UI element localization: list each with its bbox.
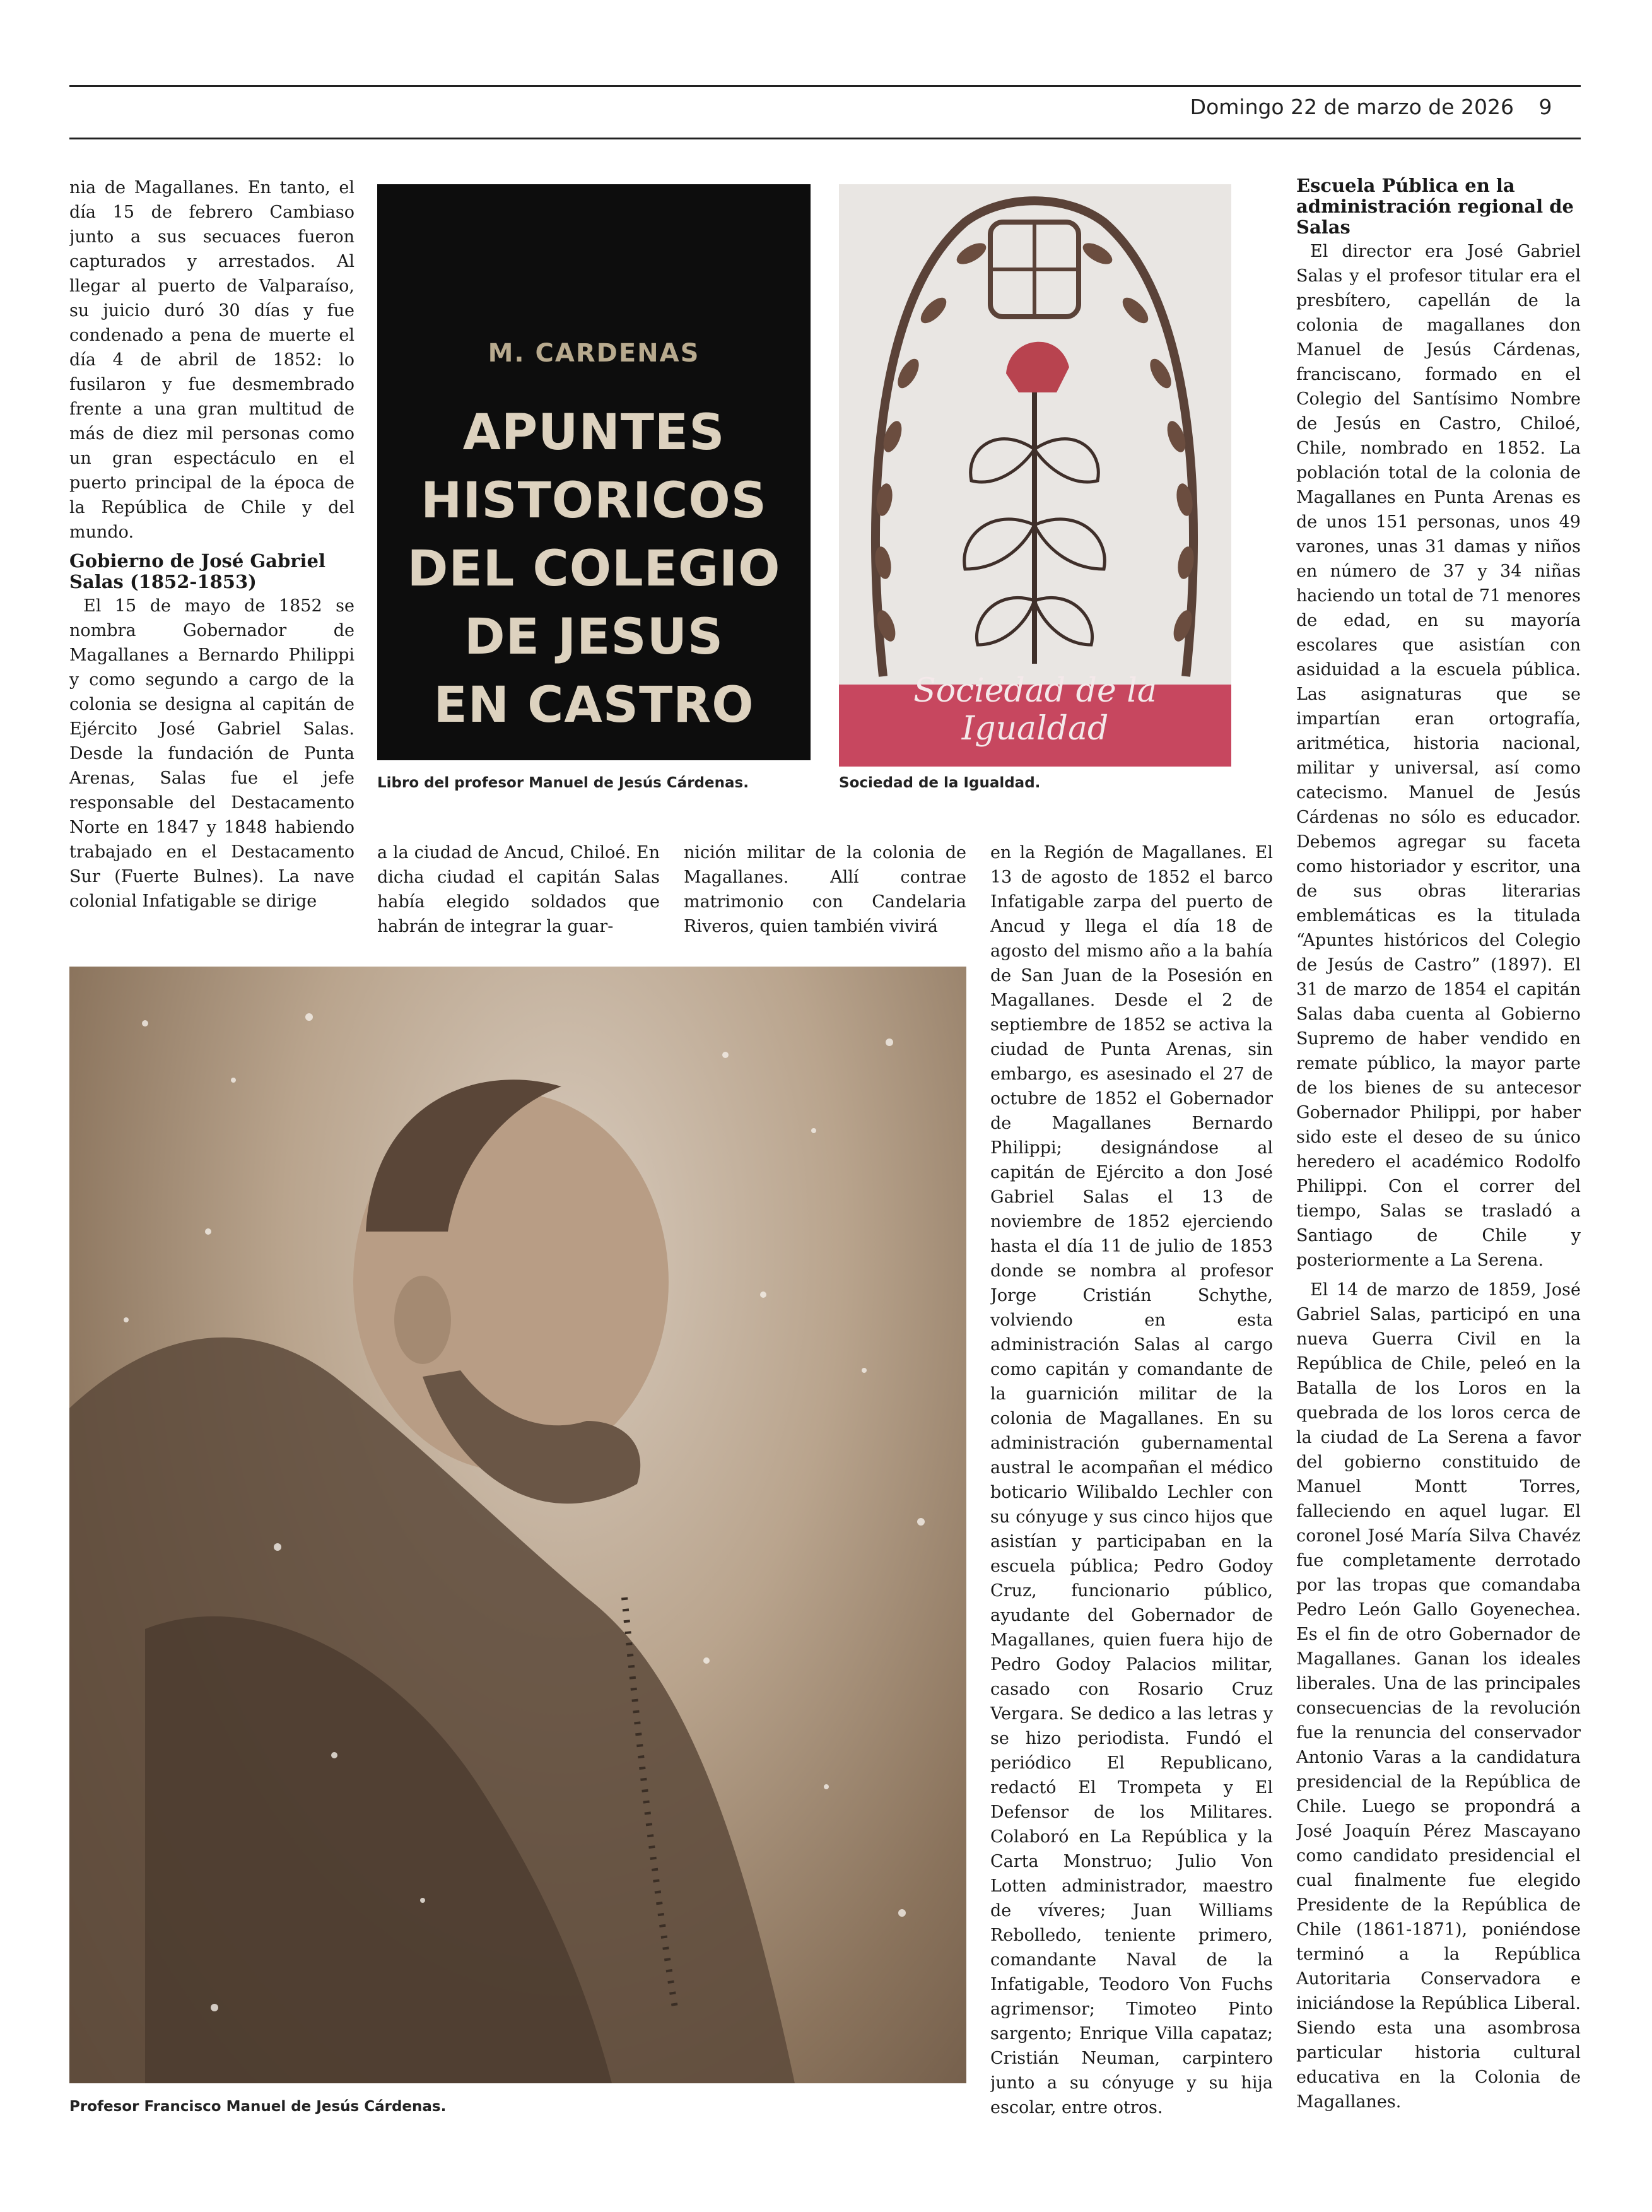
- column-1-paragraph-1: nia de Magallanes. En tanto, el día 15 de febrero Cambiaso junto a sus secuaces fueron capturados y arrestados. Al llegar al puerto de Valparaíso, su juicio duró 30 días y fue condenado a pena de muerte el día 4 de abril de 1852: lo fusilaron y fue desmembrado frente a una gran multitud de más de diez mil personas como un gran espectáculo en el puerto principal de la época de la República de Chile y del mundo.: [69, 178, 354, 542]
- top-rule: [69, 85, 1581, 87]
- book-title-line: EN CASTRO: [433, 677, 754, 734]
- column-1: [69, 175, 354, 946]
- column-4: [990, 840, 1273, 2121]
- column-3: [684, 840, 966, 954]
- column-4-paragraph-1: en la Región de Magallanes. El 13 de agosto de 1852 el barco Infatigable zarpa del puerto de Ancud y llega el día 18 de agosto del mismo año a la bahía de San Juan de la Posesión en Magallanes. Desde el 2 de septiembre de 1852 se activa la ciudad de Punta Arenas, sin embargo, es asesinado el 27 de octubre de 1852 el Gobernador de Magallanes Bernardo Philippi; designándose al capitán de Ejército a don José Gabriel Salas el 13 de noviembre de 1852 ejerciendo hasta el día 11 de julio de 1853 donde se nombra al profesor Jorge Cristián Schythe, volviendo en esta administración Salas al cargo como capitán y comandante de la guarnición militar de la colonia de Magallanes. En su administración gubernamental austral le acompañan el médico boticario Wilibaldo Lechler con su cónyuge y sus cinco hijos que asistían y participaban en la escuela pública; Pedro Godoy Cruz, funcionario público, ayudante del Gobernador de Magallanes, quien fuera hijo de Pedro Godoy Palacios militar, casado con Rosario Cruz Vergara. Se dedico a las letras y se hizo periodista. Fundó el periódico El Republicano, redactó El Trompeta y El Defensor de los Militares. Colaboró en La República y la Carta Monstruo; Julio Von Lotten administrador, maestro de víveres; Juan Williams Rebolledo, teniente primero, comandante Naval de la Infatigable, Teodoro Von Fuchs agrimensor; Timoteo Pinto sargento; Enrique Villa capataz; Cristián Neuman, carpintero junto a su cónyuge y su hija escolar, entre otros.: [990, 843, 1273, 2117]
- page-number: 9: [1538, 95, 1552, 119]
- column-5-paragraph-2: El 14 de marzo de 1859, José Gabriel Salas, participó en una nueva Guerra Civil en la República de Chile, peleó en la Batalla de los Loros en la quebrada de los loros cerca de la ciudad de La Serena a favor del gobierno constituido de Manuel Montt Torres, falleciendo en aquel lugar. El coronel José María Silva Chavéz fue completamente derrotado por las tropas que comandaba Pedro León Gallo Goyenechea. Es el fin de otro Gobernador de Magallanes. Ganan los ideales liberales. Una de las principales consecuencias de la revolución fue la renuncia del conservador Antonio Varas a la candidatura presidencial de la República de Chile. Luego se propondrá a José Joaquín Pérez Mascayano como candidato presidencial el cual finalmente fue elegido Presidente de la República de Chile (1861-1871), poniéndose terminó a la República Autoritaria Conservadora e iniciándose la República Liberal. Siendo esta una asombrosa particular historia cultural educativa en la Colonia de Magallanes.: [1296, 1280, 1581, 2112]
- book-cover-image: [377, 184, 811, 760]
- book-title-line: DEL COLEGIO: [407, 541, 781, 597]
- society-image: [839, 184, 1231, 767]
- issue-date: Domingo 22 de marzo de 2026: [1190, 95, 1514, 119]
- society-caption: Sociedad de la Igualdad.: [839, 775, 1041, 791]
- society-script: Sociedad de la Igualdad: [913, 672, 1157, 748]
- column-3-paragraph-1: nición militar de la colonia de Magallanes. Allí contrae matrimonio con Candelaria Riveros, quien también vivirá: [684, 843, 966, 936]
- column-5: [1296, 175, 1581, 2125]
- header-bottom-rule: [69, 138, 1581, 139]
- portrait-photo: [69, 967, 966, 2083]
- section-heading-gobierno: Gobierno de José Gabriel Salas (1852-1853): [69, 550, 326, 592]
- column-5-paragraph-1: El director era José Gabriel Salas y el profesor titular era el presbítero, capellán de la colonia de magallanes don Manuel de Jesús Cárdenas, franciscano, formado en el Colegio del Santísimo Nombre de Jesús en Castro, Chiloé, Chile, nombrado en 1852. La población total de la colonia de Magallanes en Punta Arenas es de unos 151 personas, unos 49 varones, unas 31 damas y niños en número de 37 y 34 niñas haciendo un total de 71 menores de edad, en su mayoría escolares que asistían con asiduidad a la escuela pública. Las asignaturas que se impartían eran ortografía, aritmética, historia nacional, militar y universal, así como catecismo. Manuel de Jesús Cárdenas no sólo es educador. Debemos agregar su faceta como historiador y escritor, una de sus obras literarias emblemáticas es la titulada “Apuntes históricos del Colegio de Jesús de Castro” (1897). El 31 de marzo de 1854 el capitán Salas daba cuenta al Gobierno Supremo de haber vendido en remate público, la mayor parte de los bienes de su antecesor Gobernador Philippi, por haber sido este el deseo de su único heredero el académico Rodolfo Philippi. Con el correr del tiempo, Salas se trasladó a Santiago de Chile y posteriormente a La Serena.: [1296, 242, 1581, 1270]
- column-1-paragraph-2: El 15 de mayo de 1852 se nombra Gobernador de Magallanes a Bernardo Philippi y como segundo a cargo de la colonia se designa al capitán de Ejército José Gabriel Salas. Desde la fundación de Punta Arenas, Salas fue el jefe responsable del Destacamento Norte en 1847 y 1848 habiendo trabajado en el Destacamento Sur (Fuerte Bulnes). La nave colonial Infatigable se dirige: [69, 596, 354, 911]
- book-caption: Libro del profesor Manuel de Jesús Cárdenas.: [377, 775, 749, 791]
- portrait-caption: Profesor Francisco Manuel de Jesús Cárdenas.: [69, 2098, 447, 2115]
- book-title-line: APUNTES: [462, 404, 725, 461]
- book-cover-title: [390, 399, 798, 739]
- column-2: [377, 840, 660, 954]
- book-title-line: HISTORICOS: [421, 473, 767, 529]
- book-cover-author: M. CARDENAS: [488, 339, 700, 368]
- portrait-illustration: [69, 967, 966, 2083]
- column-2-paragraph-1: a la ciudad de Ancud, Chiloé. En dicha ciudad el capitán Salas había elegido soldados que habrán de integrar la guar-: [377, 843, 660, 936]
- book-title-line: DE JESUS: [464, 609, 724, 666]
- section-heading-escuela: Escuela Pública en la administración regional de Salas: [1296, 175, 1574, 238]
